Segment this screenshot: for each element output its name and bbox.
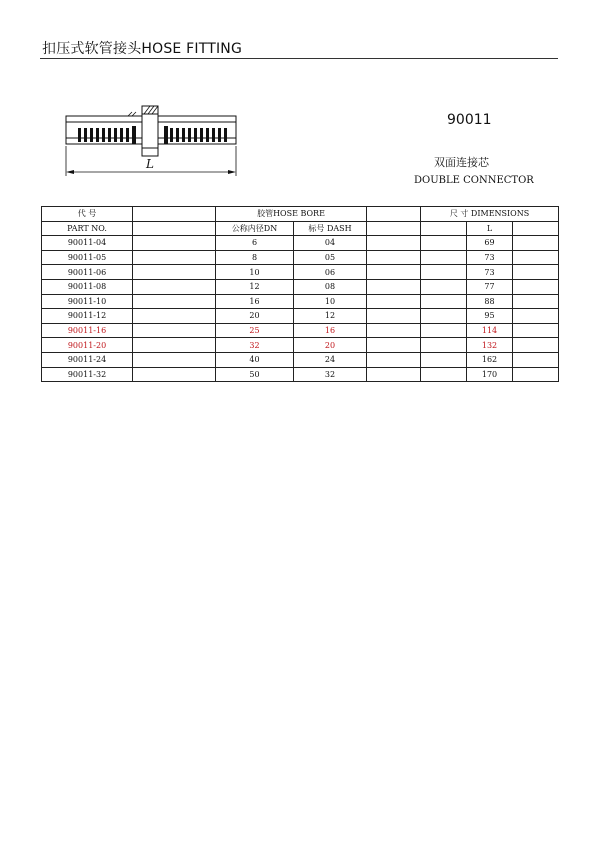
empty-cell: [513, 294, 559, 309]
empty-cell: [367, 323, 421, 338]
table-row: [42, 294, 559, 309]
dn-cell: 10: [216, 265, 294, 280]
empty-cell: [513, 279, 559, 294]
empty-cell: [367, 309, 421, 324]
empty-cell: [421, 250, 467, 265]
empty-cell: [133, 250, 216, 265]
empty-cell: [367, 250, 421, 265]
header-dash: 标号 DASH: [294, 221, 367, 236]
empty-cell: [133, 323, 216, 338]
empty-cell: [513, 323, 559, 338]
part-number-cell: 90011-05: [42, 250, 133, 265]
dash-cell: 12: [294, 309, 367, 324]
dash-cell: 16: [294, 323, 367, 338]
empty-cell: [421, 236, 467, 251]
empty-cell: [133, 338, 216, 353]
dn-cell: 6: [216, 236, 294, 251]
product-name-en: DOUBLE CONNECTOR: [414, 175, 534, 186]
empty-cell: [421, 367, 467, 382]
table-row: [42, 309, 559, 324]
empty-cell: [513, 338, 559, 353]
empty-cell: [367, 236, 421, 251]
table-row: [42, 338, 559, 353]
empty-cell: [133, 236, 216, 251]
length-cell: 77: [467, 279, 513, 294]
empty-cell: [367, 279, 421, 294]
part-number-cell: 90011-20: [42, 338, 133, 353]
dn-cell: 32: [216, 338, 294, 353]
empty-cell: [513, 236, 559, 251]
dash-cell: 06: [294, 265, 367, 280]
length-cell: 69: [467, 236, 513, 251]
table-row: [42, 352, 559, 367]
dash-cell: 32: [294, 367, 367, 382]
table-row: [42, 279, 559, 294]
dn-cell: 20: [216, 309, 294, 324]
dash-cell: 04: [294, 236, 367, 251]
dash-cell: 10: [294, 294, 367, 309]
dn-cell: 40: [216, 352, 294, 367]
table-header-row-1: [42, 207, 559, 222]
empty-cell: [133, 265, 216, 280]
part-number-cell: 90011-24: [42, 352, 133, 367]
empty-cell: [133, 294, 216, 309]
header-dimensions: 尺 寸 DIMENSIONS: [421, 207, 559, 222]
header-code-en: PART NO.: [42, 221, 133, 236]
table-row: [42, 236, 559, 251]
empty-cell: [133, 367, 216, 382]
page-title: 扣压式软管接头HOSE FITTING: [42, 41, 243, 57]
part-number-cell: 90011-12: [42, 309, 133, 324]
empty-cell: [133, 352, 216, 367]
part-number-cell: 90011-08: [42, 279, 133, 294]
dn-cell: 8: [216, 250, 294, 265]
empty-cell: [367, 265, 421, 280]
empty-cell: [133, 279, 216, 294]
double-connector-drawing: [62, 100, 240, 180]
dash-cell: 20: [294, 338, 367, 353]
empty-cell: [513, 367, 559, 382]
table-row: [42, 323, 559, 338]
part-number-cell: 90011-10: [42, 294, 133, 309]
empty-cell: [421, 279, 467, 294]
length-cell: 170: [467, 367, 513, 382]
spec-table: [41, 206, 559, 382]
length-cell: 88: [467, 294, 513, 309]
table-row: [42, 250, 559, 265]
dn-cell: 50: [216, 367, 294, 382]
header-hose-bore: 胶管HOSE BORE: [216, 207, 367, 222]
empty-cell: [421, 352, 467, 367]
header-code-cn: 代 号: [42, 207, 133, 222]
length-cell: 162: [467, 352, 513, 367]
empty-cell: [513, 265, 559, 280]
length-cell: 95: [467, 309, 513, 324]
part-number-cell: 90011-16: [42, 323, 133, 338]
empty-cell: [513, 352, 559, 367]
header-l: L: [467, 221, 513, 236]
part-number-cell: 90011-04: [42, 236, 133, 251]
spec-table-body: [42, 236, 559, 382]
dash-cell: 05: [294, 250, 367, 265]
dimension-label-l: L: [146, 157, 154, 171]
length-cell: 132: [467, 338, 513, 353]
empty-cell: [421, 323, 467, 338]
part-number-cell: 90011-32: [42, 367, 133, 382]
empty-cell: [367, 352, 421, 367]
empty-cell: [421, 338, 467, 353]
empty-cell: [513, 309, 559, 324]
header-dn: 公称内径DN: [216, 221, 294, 236]
empty-cell: [421, 265, 467, 280]
empty-cell: [367, 294, 421, 309]
empty-cell: [133, 309, 216, 324]
table-row: [42, 367, 559, 382]
dn-cell: 16: [216, 294, 294, 309]
product-name-cn: 双面连接芯: [434, 156, 489, 169]
part-number-cell: 90011-06: [42, 265, 133, 280]
empty-cell: [421, 309, 467, 324]
part-number-heading: 90011: [447, 112, 492, 128]
dash-cell: 08: [294, 279, 367, 294]
length-cell: 73: [467, 265, 513, 280]
empty-cell: [421, 294, 467, 309]
table-row: [42, 265, 559, 280]
empty-cell: [513, 250, 559, 265]
dn-cell: 25: [216, 323, 294, 338]
length-cell: 73: [467, 250, 513, 265]
empty-cell: [367, 338, 421, 353]
length-cell: 114: [467, 323, 513, 338]
dn-cell: 12: [216, 279, 294, 294]
empty-cell: [367, 367, 421, 382]
header-divider: [40, 58, 558, 59]
table-header-row-2: [42, 221, 559, 236]
dash-cell: 24: [294, 352, 367, 367]
